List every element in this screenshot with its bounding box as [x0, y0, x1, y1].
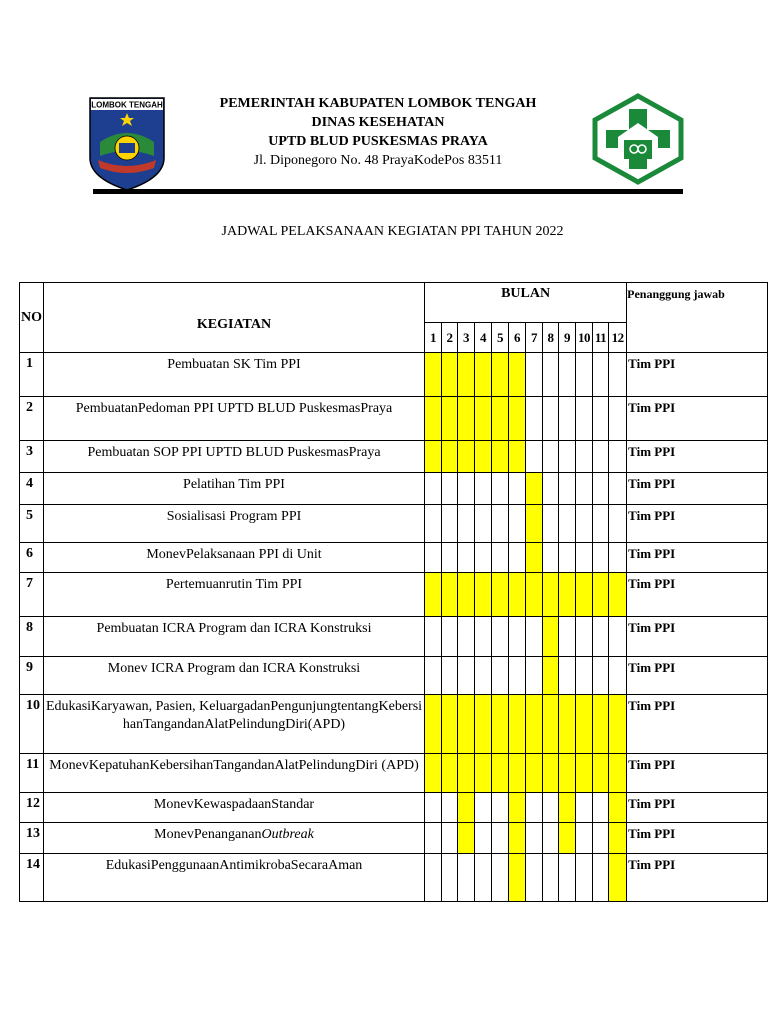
schedule-cell-month-3	[458, 543, 475, 573]
regency-emblem-logo	[88, 96, 166, 192]
schedule-cell-month-3	[458, 473, 475, 505]
schedule-cell-month-2	[442, 543, 458, 573]
responsible-party: Tim PPI	[627, 543, 768, 573]
schedule-cell-month-12	[609, 695, 627, 754]
row-number: 3	[20, 441, 44, 473]
schedule-cell-month-7	[526, 854, 543, 902]
schedule-cell-month-3	[458, 793, 475, 823]
schedule-cell-month-5	[492, 473, 509, 505]
activity-name	[44, 543, 425, 573]
schedule-cell-month-11	[593, 573, 609, 617]
row-number: 5	[20, 505, 44, 543]
schedule-cell-month-5	[492, 353, 509, 397]
activity-name	[44, 854, 425, 902]
schedule-cell-month-7	[526, 695, 543, 754]
schedule-cell-month-10	[576, 793, 593, 823]
schedule-cell-month-6	[509, 793, 526, 823]
activity-italic-text: Outbreak	[261, 827, 314, 842]
schedule-cell-month-2	[442, 793, 458, 823]
schedule-cell-month-8	[543, 854, 559, 902]
schedule-cell-month-11	[593, 793, 609, 823]
document-title: JADWAL PELAKSANAAN KEGIATAN PPI TAHUN 2022	[221, 224, 564, 239]
schedule-cell-month-5	[492, 573, 509, 617]
schedule-cell-month-6	[509, 441, 526, 473]
schedule-cell-month-8	[543, 657, 559, 695]
responsible-party: Tim PPI	[627, 657, 768, 695]
schedule-cell-month-9	[559, 617, 576, 657]
schedule-cell-month-1	[425, 505, 442, 543]
schedule-cell-month-1	[425, 695, 442, 754]
schedule-table	[19, 282, 768, 902]
schedule-cell-month-2	[442, 695, 458, 754]
row-number: 11	[20, 754, 44, 793]
activity-text: Sosialisasi Program PPI	[166, 509, 302, 524]
schedule-cell-month-2	[442, 854, 458, 902]
schedule-cell-month-12	[609, 397, 627, 441]
row-number: 12	[20, 793, 44, 823]
activity-text: EdukasiKaryawan, Pasien, KeluargadanPengunjungtentangKebersihanTangandanAlatPelindungDiri(APD)	[45, 699, 423, 732]
header-no: NO	[20, 283, 44, 353]
schedule-cell-month-4	[475, 473, 492, 505]
schedule-cell-month-10	[576, 397, 593, 441]
schedule-cell-month-6	[509, 473, 526, 505]
schedule-cell-month-1	[425, 617, 442, 657]
schedule-cell-month-6	[509, 543, 526, 573]
activity-text: PembuatanPedoman PPI UPTD BLUD PuskesmasPraya	[75, 401, 393, 416]
schedule-cell-month-9	[559, 573, 576, 617]
schedule-cell-month-8	[543, 793, 559, 823]
table-row	[20, 505, 768, 543]
schedule-cell-month-8	[543, 573, 559, 617]
schedule-cell-month-8	[543, 441, 559, 473]
schedule-cell-month-2	[442, 441, 458, 473]
schedule-cell-month-7	[526, 657, 543, 695]
schedule-cell-month-11	[593, 473, 609, 505]
row-number: 9	[20, 657, 44, 695]
schedule-cell-month-1	[425, 823, 442, 854]
schedule-cell-month-5	[492, 617, 509, 657]
letterhead	[168, 94, 588, 170]
activity-name	[44, 695, 425, 754]
schedule-cell-month-1	[425, 441, 442, 473]
schedule-cell-month-8	[543, 397, 559, 441]
schedule-cell-month-8	[543, 695, 559, 754]
schedule-cell-month-5	[492, 505, 509, 543]
month-header-11: 11	[593, 323, 609, 353]
month-header-6: 6	[509, 323, 526, 353]
schedule-cell-month-10	[576, 573, 593, 617]
month-header-1: 1	[425, 323, 442, 353]
schedule-cell-month-7	[526, 441, 543, 473]
schedule-cell-month-3	[458, 617, 475, 657]
schedule-cell-month-3	[458, 754, 475, 793]
schedule-cell-month-2	[442, 657, 458, 695]
schedule-cell-month-6	[509, 573, 526, 617]
activity-text: MonevKewaspadaanStandar	[153, 797, 315, 812]
activity-text: MonevPenanganan	[154, 827, 262, 842]
schedule-cell-month-2	[442, 473, 458, 505]
schedule-cell-month-3	[458, 397, 475, 441]
schedule-cell-month-9	[559, 754, 576, 793]
schedule-cell-month-1	[425, 657, 442, 695]
activity-text: Pembuatan SOP PPI UPTD BLUD PuskesmasPraya	[87, 445, 381, 460]
activity-name	[44, 823, 425, 854]
table-row	[20, 823, 768, 854]
schedule-cell-month-11	[593, 823, 609, 854]
schedule-cell-month-1	[425, 854, 442, 902]
schedule-cell-month-9	[559, 695, 576, 754]
schedule-cell-month-12	[609, 573, 627, 617]
schedule-cell-month-10	[576, 473, 593, 505]
schedule-cell-month-11	[593, 695, 609, 754]
schedule-cell-month-3	[458, 441, 475, 473]
schedule-cell-month-12	[609, 543, 627, 573]
schedule-cell-month-3	[458, 573, 475, 617]
table-row	[20, 754, 768, 793]
schedule-cell-month-8	[543, 473, 559, 505]
schedule-cell-month-2	[442, 505, 458, 543]
activity-text: MonevPelaksanaan PPI di Unit	[146, 547, 322, 562]
activity-name	[44, 505, 425, 543]
schedule-cell-month-12	[609, 353, 627, 397]
activity-name	[44, 573, 425, 617]
table-row	[20, 353, 768, 397]
schedule-cell-month-9	[559, 823, 576, 854]
schedule-cell-month-10	[576, 617, 593, 657]
schedule-cell-month-11	[593, 657, 609, 695]
schedule-cell-month-12	[609, 441, 627, 473]
schedule-cell-month-12	[609, 823, 627, 854]
activity-name	[44, 657, 425, 695]
row-number: 2	[20, 397, 44, 441]
activity-name	[44, 441, 425, 473]
schedule-cell-month-1	[425, 543, 442, 573]
activity-name	[44, 754, 425, 793]
table-row	[20, 793, 768, 823]
row-number: 6	[20, 543, 44, 573]
schedule-cell-month-8	[543, 823, 559, 854]
schedule-cell-month-1	[425, 353, 442, 397]
schedule-cell-month-4	[475, 353, 492, 397]
schedule-cell-month-4	[475, 441, 492, 473]
schedule-cell-month-7	[526, 353, 543, 397]
schedule-cell-month-3	[458, 505, 475, 543]
schedule-cell-month-12	[609, 854, 627, 902]
schedule-cell-month-12	[609, 793, 627, 823]
schedule-cell-month-12	[609, 617, 627, 657]
schedule-cell-month-2	[442, 823, 458, 854]
activity-name	[44, 353, 425, 397]
table-row	[20, 854, 768, 902]
schedule-cell-month-10	[576, 505, 593, 543]
responsible-party: Tim PPI	[627, 573, 768, 617]
schedule-cell-month-7	[526, 617, 543, 657]
schedule-cell-month-10	[576, 854, 593, 902]
schedule-cell-month-11	[593, 854, 609, 902]
schedule-cell-month-12	[609, 657, 627, 695]
month-header-8: 8	[543, 323, 559, 353]
schedule-cell-month-1	[425, 793, 442, 823]
responsible-party: Tim PPI	[627, 617, 768, 657]
schedule-cell-month-3	[458, 823, 475, 854]
schedule-cell-month-7	[526, 573, 543, 617]
month-header-4: 4	[475, 323, 492, 353]
schedule-cell-month-9	[559, 397, 576, 441]
schedule-cell-month-8	[543, 505, 559, 543]
schedule-cell-month-3	[458, 695, 475, 754]
schedule-cell-month-12	[609, 505, 627, 543]
header-clinic: UPTD BLUD PUSKESMAS PRAYA	[268, 134, 488, 149]
schedule-cell-month-4	[475, 543, 492, 573]
activity-text: MonevKepatuhanKebersihanTangandanAlatPelindungDiri (APD)	[49, 758, 419, 773]
activity-text: Pelatihan Tim PPI	[183, 477, 285, 492]
row-number: 13	[20, 823, 44, 854]
month-header-7: 7	[526, 323, 543, 353]
schedule-cell-month-11	[593, 505, 609, 543]
month-header-3: 3	[458, 323, 475, 353]
puskesmas-logo	[592, 93, 684, 185]
table-row	[20, 657, 768, 695]
schedule-cell-month-7	[526, 543, 543, 573]
header-activity: KEGIATAN	[44, 283, 425, 353]
schedule-cell-month-4	[475, 617, 492, 657]
schedule-cell-month-6	[509, 397, 526, 441]
schedule-cell-month-9	[559, 441, 576, 473]
schedule-cell-month-6	[509, 353, 526, 397]
schedule-cell-month-6	[509, 657, 526, 695]
schedule-cell-month-2	[442, 397, 458, 441]
schedule-cell-month-12	[609, 473, 627, 505]
row-number: 1	[20, 353, 44, 397]
schedule-cell-month-5	[492, 854, 509, 902]
table-row	[20, 441, 768, 473]
month-header-2: 2	[442, 323, 458, 353]
schedule-cell-month-5	[492, 695, 509, 754]
schedule-cell-month-10	[576, 657, 593, 695]
header-address: Jl. Diponegoro No. 48 PrayaKodePos 83511	[253, 153, 503, 168]
responsible-party: Tim PPI	[627, 695, 768, 754]
month-header-5: 5	[492, 323, 509, 353]
schedule-cell-month-8	[543, 543, 559, 573]
schedule-cell-month-5	[492, 397, 509, 441]
schedule-cell-month-5	[492, 543, 509, 573]
logo-left-text: LOMBOK TENGAH	[91, 100, 163, 110]
activity-text: Pertemuanrutin Tim PPI	[165, 577, 303, 592]
schedule-cell-month-4	[475, 854, 492, 902]
activity-name	[44, 793, 425, 823]
schedule-cell-month-6	[509, 823, 526, 854]
row-number: 10	[20, 695, 44, 754]
schedule-cell-month-6	[509, 854, 526, 902]
schedule-cell-month-9	[559, 854, 576, 902]
responsible-party: Tim PPI	[627, 441, 768, 473]
schedule-cell-month-11	[593, 754, 609, 793]
schedule-cell-month-7	[526, 754, 543, 793]
schedule-cell-month-4	[475, 695, 492, 754]
header-government: PEMERINTAH KABUPATEN LOMBOK TENGAH	[219, 96, 537, 111]
schedule-cell-month-9	[559, 473, 576, 505]
schedule-cell-month-4	[475, 505, 492, 543]
schedule-cell-month-9	[559, 793, 576, 823]
schedule-cell-month-10	[576, 441, 593, 473]
schedule-cell-month-10	[576, 353, 593, 397]
schedule-cell-month-5	[492, 657, 509, 695]
schedule-cell-month-5	[492, 754, 509, 793]
schedule-cell-month-6	[509, 754, 526, 793]
schedule-cell-month-2	[442, 573, 458, 617]
responsible-party: Tim PPI	[627, 353, 768, 397]
header-responsible: Penanggung jawab	[627, 283, 768, 353]
table-row	[20, 695, 768, 754]
schedule-cell-month-1	[425, 397, 442, 441]
activity-name	[44, 397, 425, 441]
schedule-cell-month-7	[526, 397, 543, 441]
activity-text: Monev ICRA Program dan ICRA Konstruksi	[107, 661, 361, 676]
schedule-cell-month-7	[526, 793, 543, 823]
table-row	[20, 397, 768, 441]
month-header-12: 12	[609, 323, 627, 353]
schedule-cell-month-6	[509, 617, 526, 657]
schedule-cell-month-5	[492, 823, 509, 854]
responsible-party: Tim PPI	[627, 754, 768, 793]
schedule-cell-month-3	[458, 353, 475, 397]
schedule-cell-month-11	[593, 441, 609, 473]
schedule-cell-month-7	[526, 473, 543, 505]
schedule-cell-month-10	[576, 695, 593, 754]
table-row	[20, 573, 768, 617]
schedule-cell-month-3	[458, 854, 475, 902]
table-row	[20, 473, 768, 505]
schedule-cell-month-2	[442, 754, 458, 793]
schedule-cell-month-2	[442, 617, 458, 657]
schedule-cell-month-7	[526, 505, 543, 543]
schedule-cell-month-5	[492, 793, 509, 823]
schedule-cell-month-1	[425, 473, 442, 505]
schedule-cell-month-12	[609, 754, 627, 793]
responsible-party: Tim PPI	[627, 823, 768, 854]
schedule-cell-month-11	[593, 543, 609, 573]
schedule-cell-month-1	[425, 573, 442, 617]
schedule-cell-month-8	[543, 617, 559, 657]
schedule-cell-month-3	[458, 657, 475, 695]
schedule-cell-month-6	[509, 695, 526, 754]
header-divider	[93, 189, 683, 194]
table-row	[20, 543, 768, 573]
activity-text: Pembuatan ICRA Program dan ICRA Konstruksi	[96, 621, 372, 636]
activity-text: EdukasiPenggunaanAntimikrobaSecaraAman	[105, 858, 363, 873]
schedule-cell-month-10	[576, 823, 593, 854]
responsible-party: Tim PPI	[627, 505, 768, 543]
row-number: 14	[20, 854, 44, 902]
month-header-10: 10	[576, 323, 593, 353]
header-department: DINAS KESEHATAN	[311, 115, 445, 130]
schedule-cell-month-9	[559, 657, 576, 695]
schedule-cell-month-9	[559, 505, 576, 543]
row-number: 8	[20, 617, 44, 657]
schedule-cell-month-7	[526, 823, 543, 854]
activity-name	[44, 473, 425, 505]
schedule-cell-month-4	[475, 397, 492, 441]
row-number: 7	[20, 573, 44, 617]
schedule-cell-month-11	[593, 353, 609, 397]
responsible-party: Tim PPI	[627, 397, 768, 441]
schedule-cell-month-6	[509, 505, 526, 543]
row-number: 4	[20, 473, 44, 505]
schedule-cell-month-5	[492, 441, 509, 473]
schedule-cell-month-2	[442, 353, 458, 397]
schedule-cell-month-11	[593, 397, 609, 441]
schedule-cell-month-4	[475, 573, 492, 617]
responsible-party: Tim PPI	[627, 854, 768, 902]
schedule-cell-month-11	[593, 617, 609, 657]
schedule-cell-month-9	[559, 353, 576, 397]
schedule-cell-month-4	[475, 657, 492, 695]
schedule-cell-month-8	[543, 754, 559, 793]
schedule-cell-month-10	[576, 754, 593, 793]
activity-text: Pembuatan SK Tim PPI	[167, 357, 301, 372]
schedule-cell-month-4	[475, 793, 492, 823]
schedule-cell-month-1	[425, 754, 442, 793]
schedule-cell-month-8	[543, 353, 559, 397]
header-months: BULAN	[425, 283, 627, 323]
activity-name	[44, 617, 425, 657]
schedule-cell-month-4	[475, 823, 492, 854]
schedule-cell-month-4	[475, 754, 492, 793]
table-row	[20, 617, 768, 657]
responsible-party: Tim PPI	[627, 473, 768, 505]
schedule-cell-month-9	[559, 543, 576, 573]
schedule-cell-month-10	[576, 543, 593, 573]
responsible-party: Tim PPI	[627, 793, 768, 823]
month-header-9: 9	[559, 323, 576, 353]
